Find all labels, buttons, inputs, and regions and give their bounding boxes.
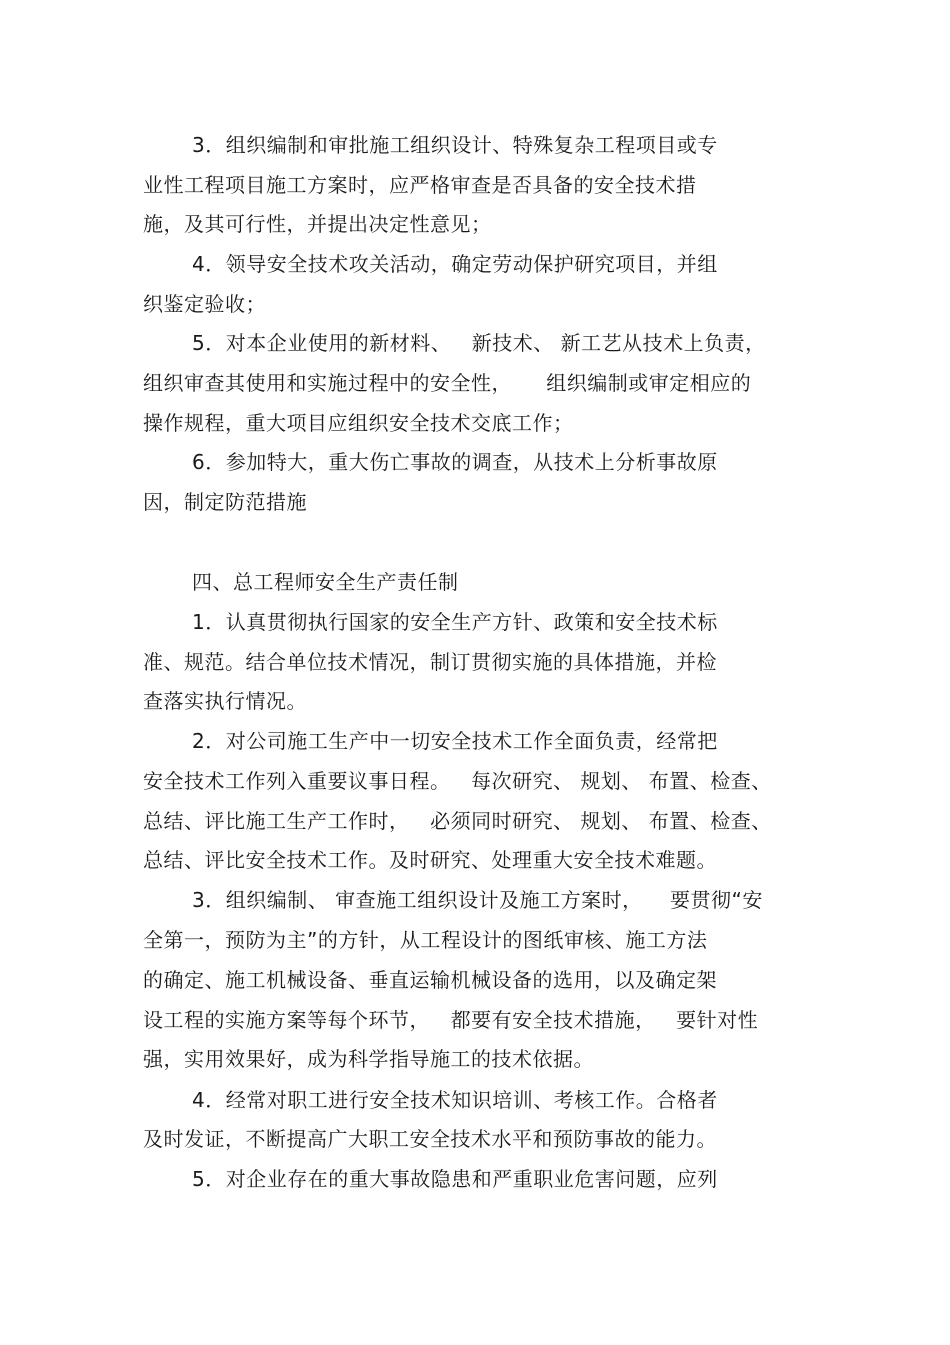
- section-heading: 四、总工程师安全生产责任制: [192, 570, 459, 594]
- text-line: 4．领导安全技术攻关活动，确定劳动保护研究项目，并组: [192, 252, 718, 276]
- text-line: 强，实用效果好，成为科学指导施工的技术依据。: [143, 1047, 594, 1071]
- text-line: 3．组织编制和审批施工组织设计、特殊复杂工程项目或专: [192, 133, 718, 157]
- text-line: 6．参加特大，重大伤亡事故的调查，从技术上分析事故原: [192, 450, 718, 474]
- text-line: 准、规范。结合单位技术情况，制订贯彻实施的具体措施，并检: [143, 650, 717, 674]
- text-line: 全第一，预防为主”的方针，从工程设计的图纸审核、施工方法: [143, 928, 708, 952]
- text-line: 施，及其可行性，并提出决定性意见；: [143, 212, 492, 236]
- text-line: 5．对本企业使用的新材料、 新技术、 新工艺从技术上负责，: [192, 331, 766, 355]
- text-line: 查落实执行情况。: [143, 689, 307, 713]
- text-line: 织鉴定验收；: [143, 292, 266, 316]
- text-line: 3．组织编制、 审查施工组织设计及施工方案时， 要贯彻“安: [192, 888, 763, 912]
- text-line: 操作规程，重大项目应组织安全技术交底工作；: [143, 411, 574, 435]
- text-line: 1．认真贯彻执行国家的安全生产方针、政策和安全技术标: [192, 610, 718, 634]
- text-line: 2．对公司施工生产中一切安全技术工作全面负责，经常把: [192, 729, 718, 753]
- text-line: 的确定、施工机械设备、垂直运输机械设备的选用，以及确定架: [143, 968, 717, 992]
- text-line: 总结、评比施工生产工作时， 必须同时研究、 规划、 布置、检查、: [143, 809, 772, 833]
- text-line: 4．经常对职工进行安全技术知识培训、考核工作。合格者: [192, 1088, 718, 1112]
- text-line: 设工程的实施方案等每个环节， 都要有安全技术措施， 要针对性: [143, 1008, 759, 1032]
- text-line: 5．对企业存在的重大事故隐患和严重职业危害问题，应列: [192, 1167, 718, 1191]
- text-line: 业性工程项目施工方案时，应严格审查是否具备的安全技术措: [143, 173, 697, 197]
- text-line: 安全技术工作列入重要议事日程。 每次研究、 规划、 布置、检查、: [143, 769, 772, 793]
- text-line: 总结、评比安全技术工作。及时研究、处理重大安全技术难题。: [143, 848, 717, 872]
- text-line: 因，制定防范措施: [143, 490, 307, 514]
- text-line: 组织审查其使用和实施过程中的安全性， 组织编制或审定相应的: [143, 371, 752, 395]
- text-line: 及时发证，不断提高广大职工安全技术水平和预防事故的能力。: [143, 1127, 717, 1151]
